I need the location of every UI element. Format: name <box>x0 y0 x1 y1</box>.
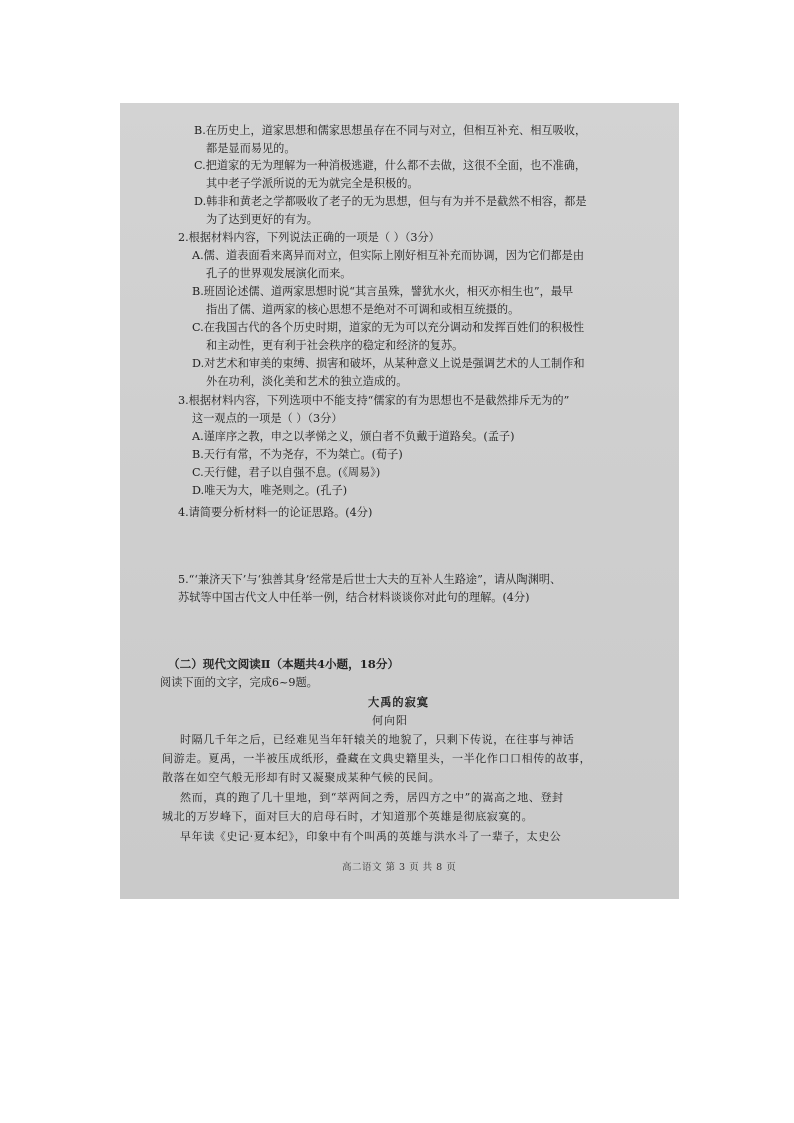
article-paragraph-line: 时隔几千年之后，已经难见当年轩辕关的地貌了，只剩下传说，在往事与神话 <box>180 733 575 746</box>
q2-option-a-line1: A.儒、道表面看来离异而对立，但实际上刚好相互补充而协调，因为它们都是由 <box>192 249 585 262</box>
article-paragraph-line: 城北的万岁峰下，面对巨大的启母石时，才知道那个英雄是彻底寂寞的。 <box>162 810 534 823</box>
q1-option-b-line1: B.在历史上，道家思想和儒家思想虽存在不同与对立，但相互补充、相互吸收， <box>194 124 587 137</box>
q1-option-c-line1: C.把道家的无为理解为一种消极逃避，什么都不去做，这很不全面，也不准确， <box>194 159 587 172</box>
q2-option-b-line1: B.班固论述儒、道两家思想时说“其言虽殊，譬犹水火，相灭亦相生也”，最早 <box>192 285 574 298</box>
q1-option-d-line1: D.韩非和黄老之学都吸收了老子的无为思想，但与有为并不是截然不相容，都是 <box>194 195 587 208</box>
q3-stem-line2: 这一观点的一项是（ ）（3分） <box>192 412 343 425</box>
q2-option-a-line2: 孔子的世界观发展演化而来。 <box>206 267 352 280</box>
q2-option-c-line2: 和主动性，更有利于社会秩序的稳定和经济的复苏。 <box>206 339 464 352</box>
q5-stem-line1: 5.“‘兼济天下’与‘独善其身’经常是后世士大夫的互补人生路途”，请从陶渊明、 <box>178 573 562 586</box>
section-heading: （二）现代文阅读Ⅱ（本题共4小题，18分） <box>168 657 400 671</box>
article-author: 何向阳 <box>372 714 408 727</box>
q1-option-d-line2: 为了达到更好的有为。 <box>206 213 318 226</box>
section-instruction: 阅读下面的文字，完成6~9题。 <box>160 676 318 689</box>
article-paragraph-line: 早年读《史记·夏本纪》，印象中有个叫禹的英雄与洪水斗了一辈子，太史公 <box>180 830 562 843</box>
article-title: 大禹的寂寞 <box>368 695 429 709</box>
q2-option-d-line2: 外在功利，淡化美和艺术的独立造成的。 <box>206 375 408 388</box>
article-paragraph-line: 间游走。夏禹，一半被压成纸形，叠藏在文典史籍里头，一半化作口口相传的故事， <box>162 752 592 765</box>
q2-stem: 2.根据材料内容，下列说法正确的一项是（ ）（3分） <box>178 231 440 244</box>
q3-option-c: C.天行健，君子以自强不息。(《周易》) <box>192 466 381 479</box>
q2-option-b-line2: 指出了儒、道两家的核心思想不是绝对不可调和或相互统摄的。 <box>206 303 520 316</box>
page-footer: 高二语文 第 3 页 共 8 页 <box>342 862 457 873</box>
q3-stem-line1: 3.根据材料内容，下列选项中不能支持“儒家的有为思想也不是截然排斥无为的” <box>178 394 570 407</box>
page-content <box>120 103 679 899</box>
q1-option-c-line2: 其中老子学派所说的无为就完全是积极的。 <box>206 177 419 190</box>
q1-option-b-line2: 都是显而易见的。 <box>206 142 296 155</box>
q5-stem-line2: 苏轼等中国古代文人中任举一例，结合材料谈谈你对此句的理解。(4分) <box>178 591 530 604</box>
q2-option-d-line1: D.对艺术和审美的束缚、损害和破坏，从某种意义上说是强调艺术的人工制作和 <box>192 357 585 370</box>
q3-option-d: D.唯天为大，唯尧则之。(孔子) <box>192 484 348 497</box>
q3-option-a: A.谨庠序之教，申之以孝悌之义，颁白者不负戴于道路矣。(孟子) <box>192 430 515 443</box>
q2-option-c-line1: C.在我国古代的各个历史时期，道家的无为可以充分调动和发挥百姓们的积极性 <box>192 321 585 334</box>
article-paragraph-line: 然而，真的跑了几十里地，到“萃两间之秀，居四方之中”的嵩高之地、登封 <box>180 791 564 804</box>
q4-stem: 4.请简要分析材料一的论证思路。(4分) <box>178 506 373 519</box>
article-paragraph-line: 散落在如空气般无形却有时又凝聚成某种气候的民间。 <box>162 771 441 784</box>
q3-option-b: B.天行有常，不为尧存，不为桀亡。(荀子) <box>192 448 403 461</box>
scanned-exam-page <box>120 103 679 899</box>
